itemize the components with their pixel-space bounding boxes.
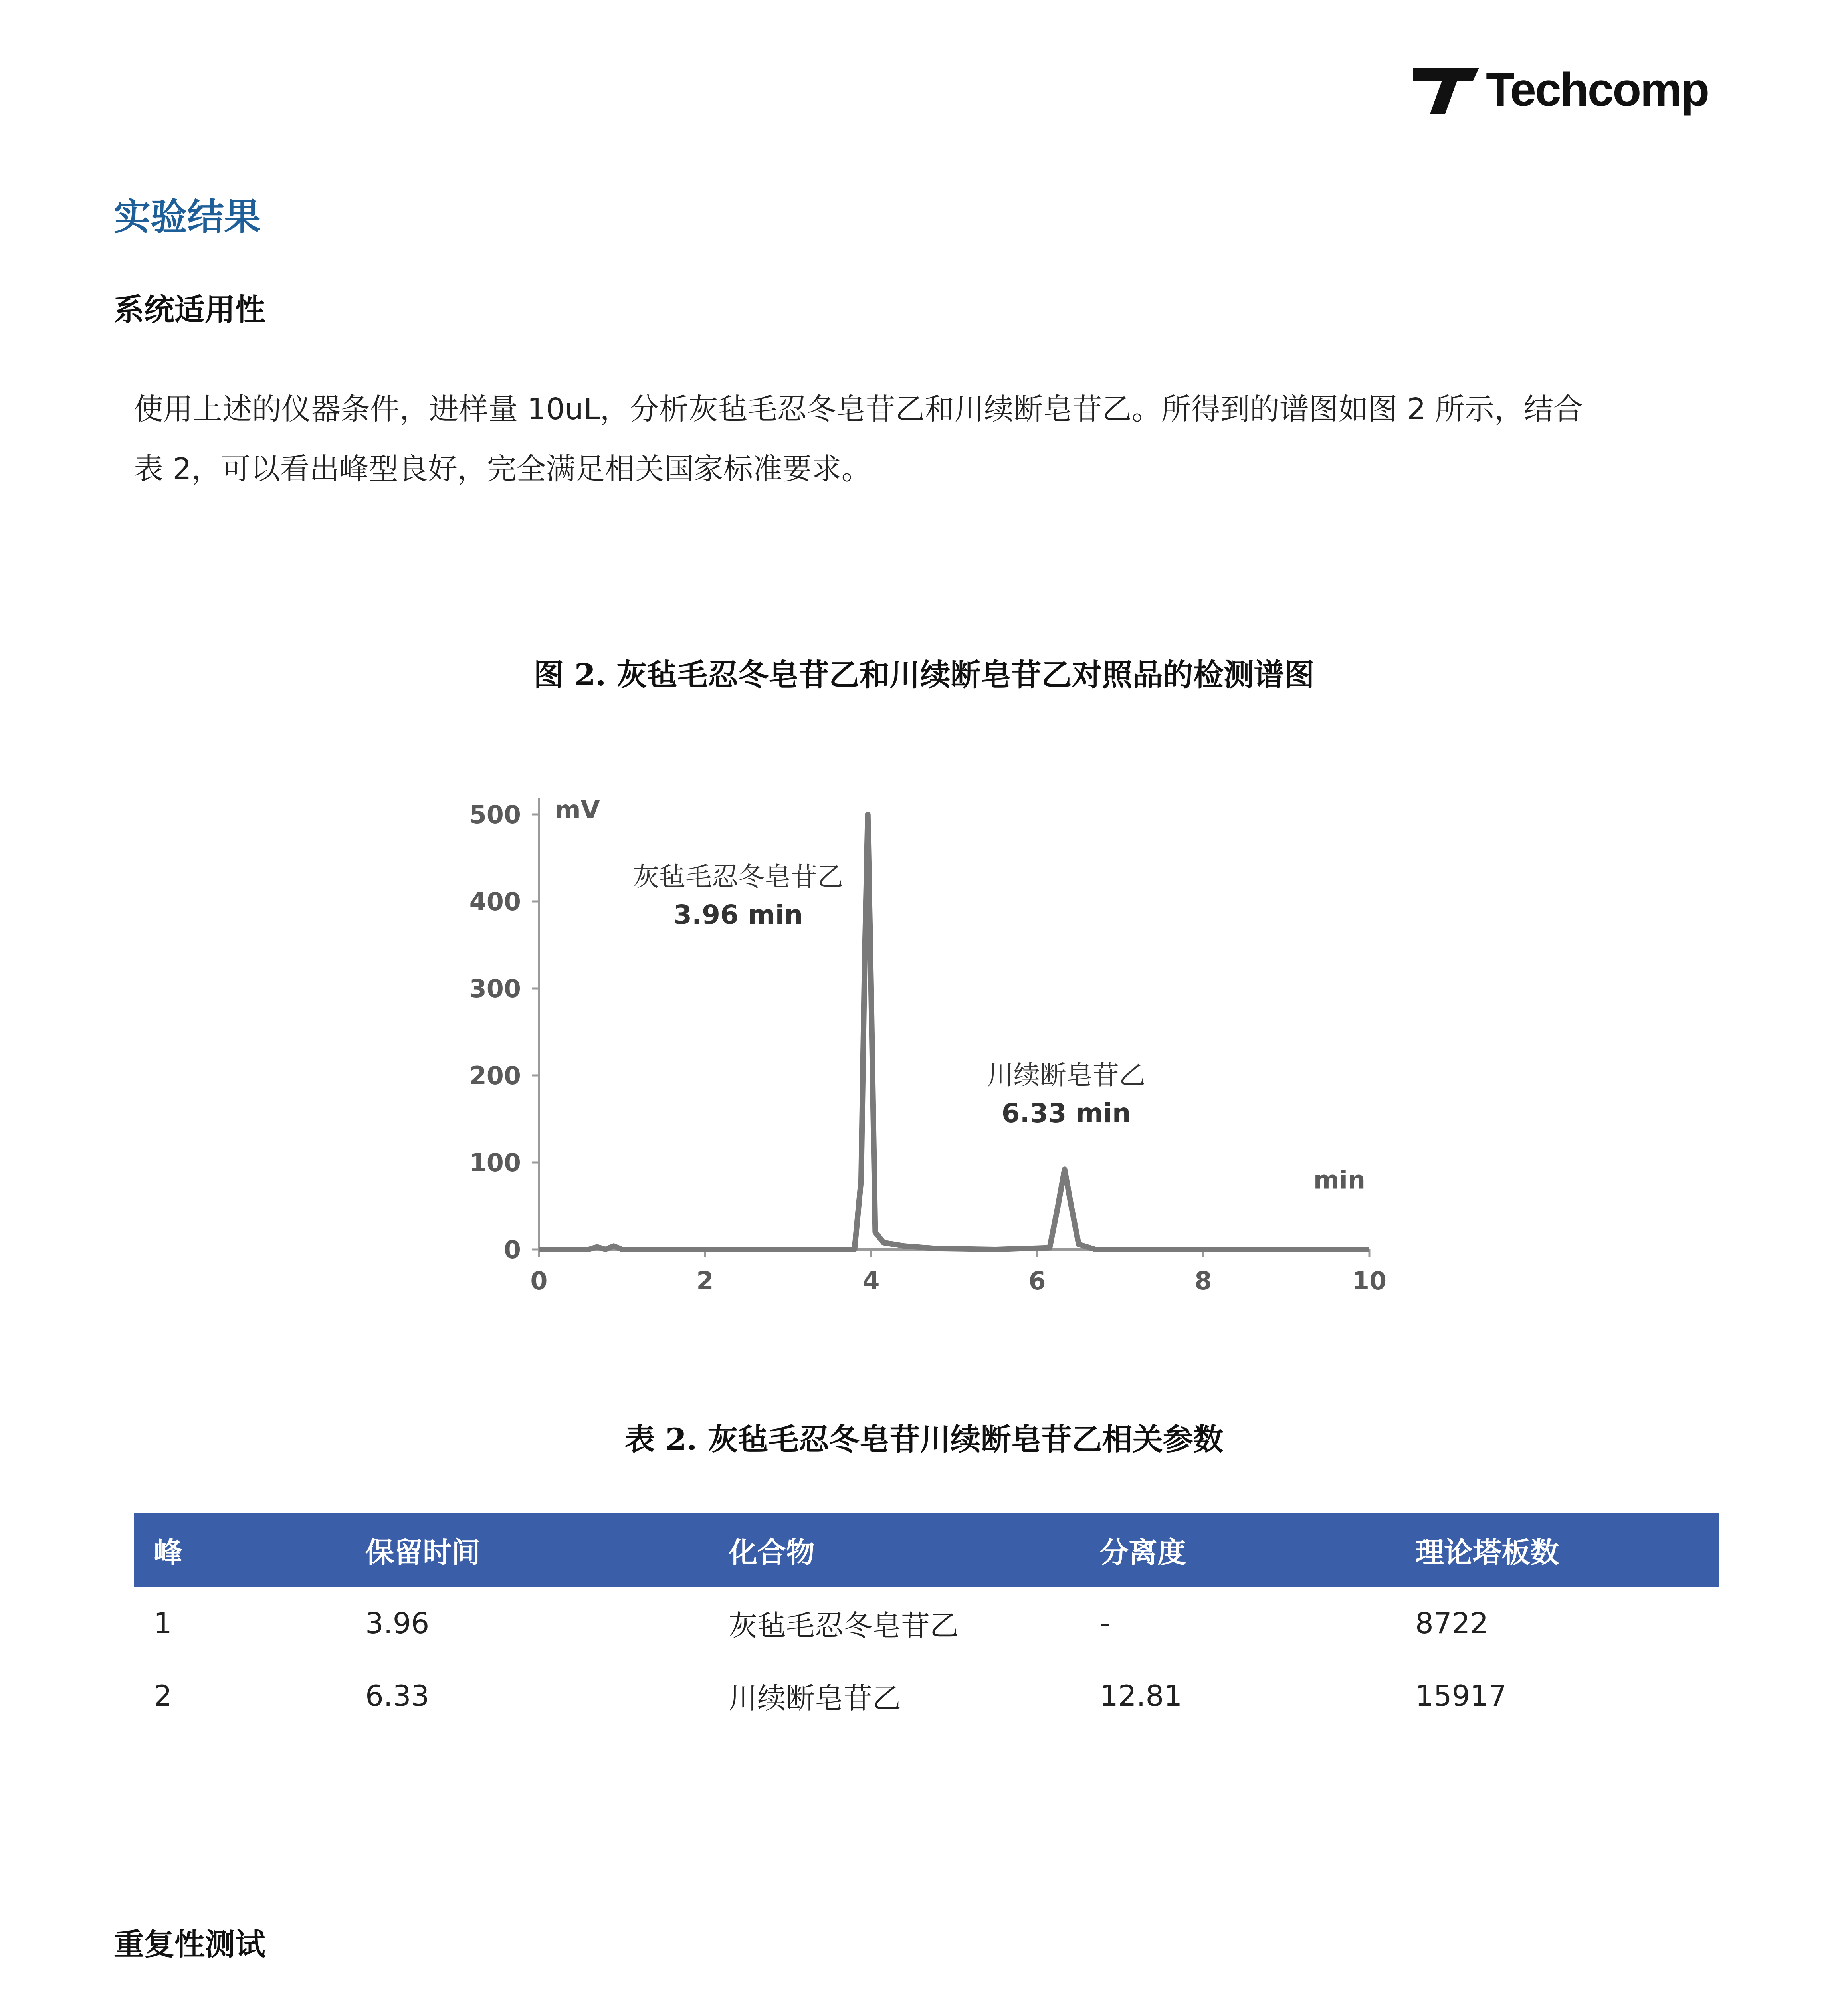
y-tick-label: 300 [469,974,521,1003]
header-compound: 化合物 [709,1513,1080,1587]
section-title: 实验结果 [114,196,261,238]
table-header-row [134,1513,1719,1587]
paragraph-line: 表 2，可以看出峰型良好，完全满足相关国家标准要求。 [134,452,871,486]
cell-retention-time: 6.33 [365,1679,430,1713]
system-suitability-title: 系统适用性 [114,292,265,327]
peak-annotation-name: 灰毡毛忍冬皂苷乙 [633,861,844,892]
figure-caption: 图 2. 灰毡毛忍冬皂苷乙和川续断皂苷乙对照品的检测谱图 [533,657,1315,693]
cell-peak: 1 [154,1606,172,1640]
y-axis-unit-label: mV [555,795,600,824]
cell-resolution: - [1100,1606,1110,1640]
table-row [134,1659,1719,1732]
cell-peak: 2 [154,1679,172,1713]
cell-compound: 川续断皂苷乙 [729,1681,901,1715]
y-tick-label: 0 [503,1235,521,1264]
chromatogram-svg [439,782,1437,1301]
x-tick-label: 2 [696,1266,714,1295]
cell-theoretical-plates: 15917 [1415,1679,1507,1713]
repeatability-title: 重复性测试 [114,1927,265,1962]
techcomp-logo-icon [1413,60,1481,120]
cell-theoretical-plates: 8722 [1415,1606,1489,1640]
table-row [134,1587,1719,1659]
system-suitability-paragraph [134,379,1739,499]
chromatogram-chart [439,782,1437,1301]
x-tick-label: 10 [1352,1266,1387,1295]
company-logo [1413,60,1741,120]
table-caption: 表 2. 灰毡毛忍冬皂苷川续断皂苷乙相关参数 [624,1422,1224,1457]
x-tick-label: 4 [862,1266,880,1295]
cell-retention-time: 3.96 [365,1606,430,1640]
header-peak: 峰 [134,1513,345,1587]
cell-resolution: 12.81 [1100,1679,1182,1713]
y-tick-label: 100 [469,1148,521,1177]
peak-annotation-time: 3.96 min [673,899,803,930]
y-tick-label: 500 [469,800,521,829]
y-tick-label: 200 [469,1061,521,1090]
peak-annotation-time: 6.33 min [1001,1097,1131,1129]
header-retention-time: 保留时间 [345,1513,709,1587]
header-theoretical-plates: 理论塔板数 [1395,1513,1719,1587]
x-tick-label: 6 [1028,1266,1046,1295]
x-axis-unit-label: min [1313,1165,1365,1195]
cell-compound: 灰毡毛忍冬皂苷乙 [729,1609,959,1642]
y-tick-label: 400 [469,887,521,916]
header-resolution: 分离度 [1080,1513,1395,1587]
logo-text: Techcomp [1486,63,1709,116]
paragraph-line: 使用上述的仪器条件，进样量 10uL，分析灰毡毛忍冬皂苷乙和川续断皂苷乙。所得到的谱图如图 2 所示，结合 [134,392,1583,426]
peak-annotation-name: 川续断皂苷乙 [987,1059,1145,1091]
parameters-table [134,1513,1719,1732]
x-tick-label: 8 [1194,1266,1212,1295]
x-tick-label: 0 [530,1266,548,1295]
